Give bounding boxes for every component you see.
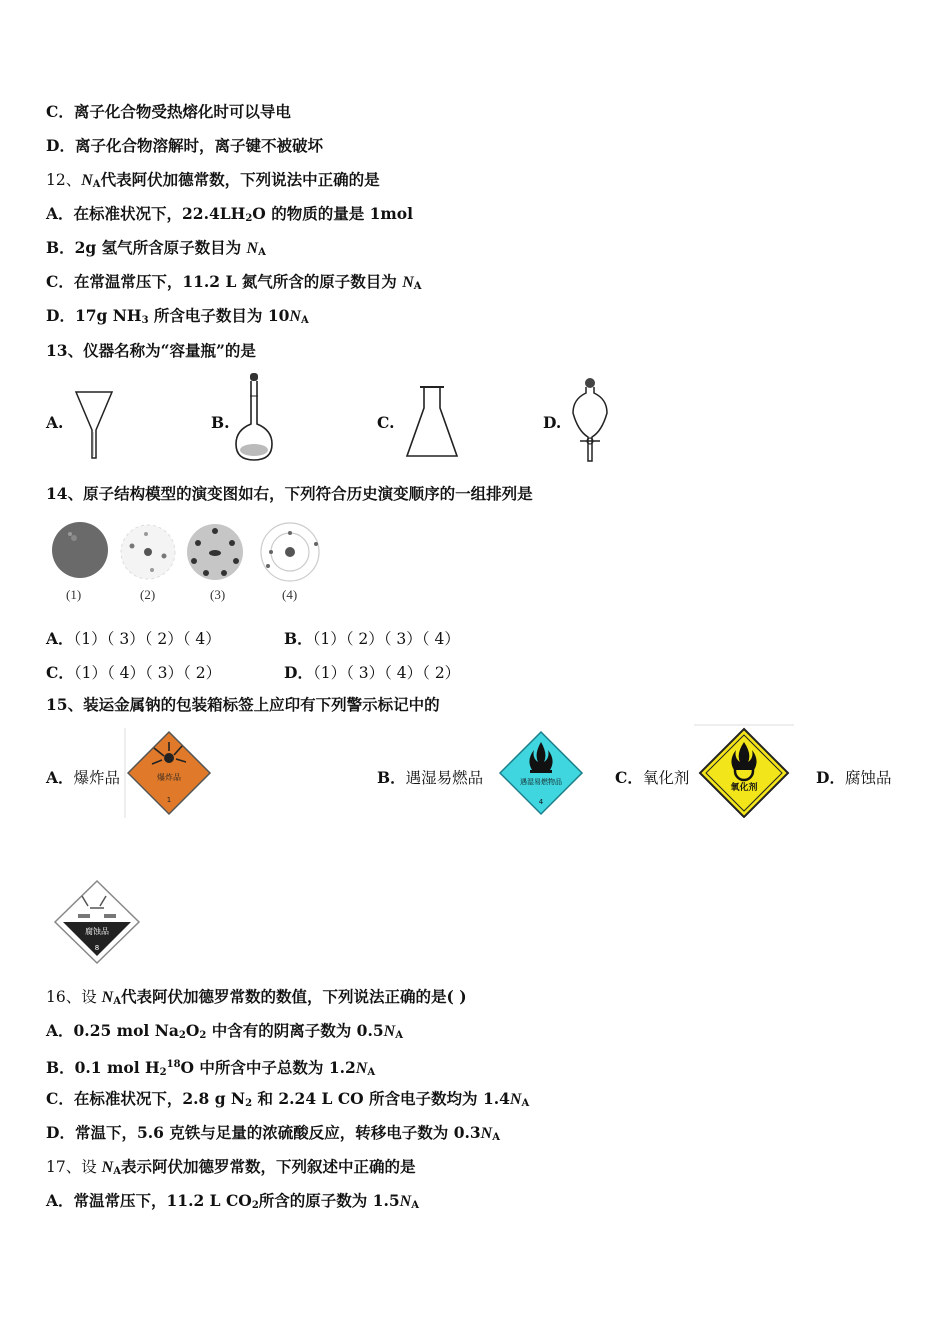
atom-caption-4: (4)	[282, 587, 298, 602]
q15-option-a: A．爆炸品	[46, 768, 121, 787]
oxidizer-sign-text: 氧化剂	[730, 783, 758, 793]
q13-option-c-label: C.	[377, 413, 395, 432]
q16-option-d: D．常温下，5.6 克铁与足量的浓硫酸反应，转移电子数为 $0.3N_A$	[46, 1123, 500, 1143]
q11-option-d: D．离子化合物溶解时，离子键不被破坏	[46, 136, 323, 155]
q15-option-d: D．腐蚀品	[816, 768, 892, 787]
corrosive-sign-icon	[52, 878, 142, 966]
explosive-sign-number: 1	[166, 796, 172, 804]
q11-option-c: C．离子化合物受热熔化时可以导电	[46, 102, 291, 121]
water-reactive-sign-icon	[496, 728, 586, 818]
atom-model-1-icon	[50, 520, 110, 580]
q15-option-b: B．遇湿易燃品	[377, 768, 484, 787]
q17-option-a: A．常温常压下，11.2 L $CO_2$所含的原子数为 $1.5N_A$	[46, 1191, 419, 1211]
water-reactive-sign-number: 4	[538, 798, 544, 806]
na-symbol: N	[81, 172, 93, 189]
atom-model-3-icon	[184, 521, 246, 583]
q13-stem: 13、仪器名称为“容量瓶”的是	[46, 341, 256, 360]
q16-option-b: B．0.1 mol $H_2^{18}O$ 中所含中子总数为 $1.2N_A$	[46, 1058, 376, 1078]
q16-stem: 16、设 $N_A$代表阿伏加德罗常数的数值，下列说法正确的是( )	[46, 987, 467, 1007]
funnel-icon	[74, 388, 114, 460]
q14-stem: 14、原子结构模型的演变图如右，下列符合历史演变顺序的一组排列是	[46, 484, 533, 503]
corrosive-sign-text: 腐蚀品	[85, 927, 109, 936]
q13-option-d-label: D.	[543, 413, 562, 432]
atom-caption-2: (2)	[140, 587, 156, 602]
q17-stem: 17、设 $N_A$表示阿伏加德罗常数，下列叙述中正确的是	[46, 1157, 416, 1177]
oxidizer-sign-icon	[694, 724, 794, 818]
q14-option-a: A．（1）（ 3）（ 2）（ 4）	[46, 629, 221, 648]
atom-caption-1: (1)	[66, 587, 82, 602]
q15-stem: 15、装运金属钠的包装箱标签上应印有下列警示标记中的	[46, 695, 440, 714]
q12-number: 12、	[46, 171, 82, 189]
na-subscript: A	[92, 179, 101, 190]
q12-stem	[46, 170, 380, 195]
q12-stem-text: 代表阿伏加德常数，下列说法中正确的是	[100, 170, 380, 189]
explosive-sign-icon	[124, 728, 214, 818]
q16-option-c: C．在标准状况下，2.8 g $N_2$ 和 2.24 L CO 所含电子数均为 $1.4N_A$	[46, 1089, 530, 1109]
atom-caption-3: (3)	[210, 587, 226, 602]
corrosive-sign-number: 8	[94, 944, 100, 952]
separatory-funnel-icon	[570, 377, 610, 463]
volumetric-flask-icon	[232, 372, 276, 464]
q15-option-c: C．氧化剂	[615, 768, 690, 787]
q12-option-b: B．2g 氢气所含原子数目为 $N_A$	[46, 238, 266, 258]
q16-option-a: A．0.25 mol $Na_2O_2$ 中含有的阴离子数为 $0.5N_A$	[46, 1021, 403, 1041]
q14-option-b: B．（1）（ 2）（ 3）（ 4）	[284, 629, 460, 648]
explosive-sign-text: 爆炸品	[157, 773, 181, 782]
atom-model-4-icon	[258, 520, 322, 584]
q14-option-d: D．（1）（ 3）（ 4）（ 2）	[284, 663, 461, 682]
q12-option-d: D．17g $NH_3$ 所含电子数目为 $10N_A$	[46, 306, 309, 326]
water-reactive-sign-text: 遇湿易燃物品	[520, 778, 562, 786]
q13-option-a-label: A.	[46, 413, 64, 432]
conical-flask-icon	[404, 384, 460, 460]
q13-option-b-label: B.	[211, 413, 230, 432]
q12-option-c: C．在常温常压下，11.2 L 氮气所含的原子数目为 $N_A$	[46, 272, 422, 292]
atom-model-2-icon	[118, 522, 178, 582]
q14-option-c: C．（1）（ 4）（ 3）（ 2）	[46, 663, 222, 682]
q12-option-a: A．在标准状况下，$22.4LH_2O$ 的物质的量是 1mol	[46, 204, 414, 224]
